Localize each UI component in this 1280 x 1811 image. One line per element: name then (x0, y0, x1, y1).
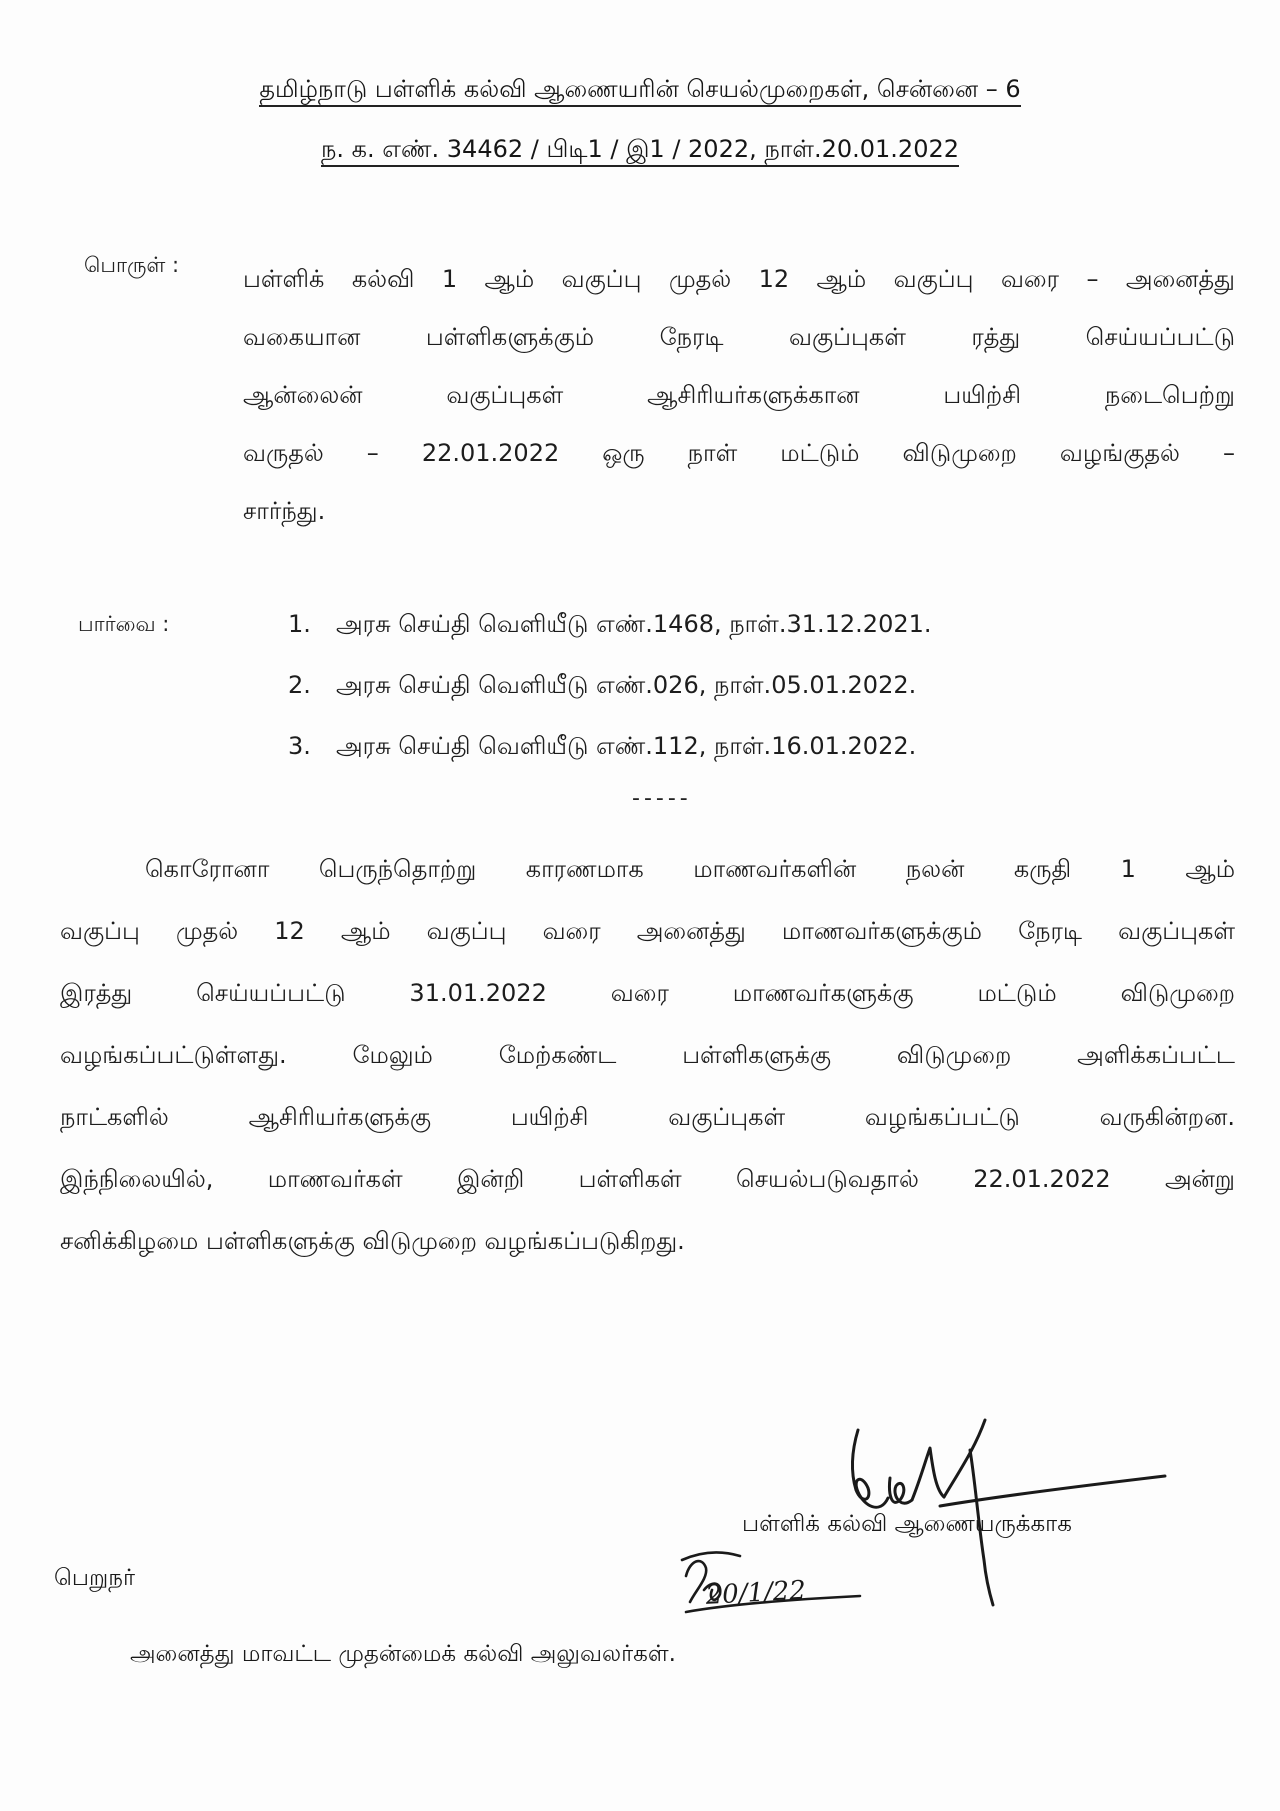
reference-item (288, 604, 932, 665)
reference-number-heading (0, 132, 1280, 166)
body-line: கொரோனா பெருந்தொற்று காரணமாக மாணவர்களின் நலன் கருதி 1 ஆம் (145, 855, 1235, 883)
section-separator: ----- (632, 786, 692, 811)
reference-number-text: ந. க. எண். 34462 / பிடி1 / இ1 / 2022, நாள்.20.01.2022 (321, 135, 959, 167)
initials-date: 20/1/22 (704, 1575, 807, 1611)
subject-line: வருதல் – 22.01.2022 ஒரு நாள் மட்டும் விடுமுறை வழங்குதல் – (243, 439, 1235, 467)
subject-line: ஆன்லைன் வகுப்புகள் ஆசிரியர்களுக்கான பயிற்சி நடைபெற்று (243, 381, 1235, 409)
reference-number: 2. (288, 671, 311, 699)
recipient-name: அனைத்து மாவட்ட முதன்மைக் கல்வி அலுவலர்கள். (130, 1641, 676, 1667)
subject-line: பள்ளிக் கல்வி 1 ஆம் வகுப்பு முதல் 12 ஆம் வகுப்பு வரை – அனைத்து (243, 265, 1235, 293)
office-heading (0, 72, 1280, 106)
body-line: சனிக்கிழமை பள்ளிகளுக்கு விடுமுறை வழங்கப்படுகிறது. (60, 1227, 685, 1255)
body-line: இந்நிலையில், மாணவர்கள் இன்றி பள்ளிகள் செயல்படுவதால் 22.01.2022 அன்று (60, 1165, 1235, 1193)
body-line: வழங்கப்பட்டுள்ளது. மேலும் மேற்கண்ட பள்ளிகளுக்கு விடுமுறை அளிக்கப்பட்ட (60, 1041, 1235, 1069)
reference-text: அரசு செய்தி வெளியீடு எண்.112, நாள்.16.01.2022. (336, 732, 917, 760)
subject-line: சார்ந்து. (243, 497, 326, 525)
references-list (288, 604, 932, 787)
subject-line: வகையான பள்ளிகளுக்கும் நேரடி வகுப்புகள் ரத்து செய்யப்பட்டு (243, 323, 1235, 351)
office-heading-text: தமிழ்நாடு பள்ளிக் கல்வி ஆணையரின் செயல்முறைகள், சென்னை – 6 (259, 75, 1020, 107)
body-line: நாட்களில் ஆசிரியர்களுக்கு பயிற்சி வகுப்புகள் வழங்கப்பட்டு வருகின்றன. (60, 1103, 1235, 1131)
references-label: பார்வை : (78, 612, 170, 636)
body-line: வகுப்பு முதல் 12 ஆம் வகுப்பு வரை அனைத்து மாணவர்களுக்கும் நேரடி வகுப்புகள் (60, 917, 1235, 945)
reference-text: அரசு செய்தி வெளியீடு எண்.026, நாள்.05.01.2022. (336, 671, 917, 699)
reference-number: 3. (288, 732, 311, 760)
reference-item (288, 665, 932, 726)
reference-item (288, 726, 932, 787)
initials-signature (682, 1553, 860, 1612)
recipient-label: பெறுநர் (54, 1565, 136, 1591)
subject-text (243, 250, 1235, 540)
reference-number: 1. (288, 610, 311, 638)
reference-text: அரசு செய்தி வெளியீடு எண்.1468, நாள்.31.12.2021. (336, 610, 932, 638)
body-paragraph (60, 838, 1235, 1272)
signatory-designation: பள்ளிக் கல்வி ஆணையருக்காக (742, 1511, 1072, 1537)
subject-label: பொருள் : (84, 253, 180, 277)
body-line: இரத்து செய்யப்பட்டு 31.01.2022 வரை மாணவர்களுக்கு மட்டும் விடுமுறை (60, 979, 1235, 1007)
